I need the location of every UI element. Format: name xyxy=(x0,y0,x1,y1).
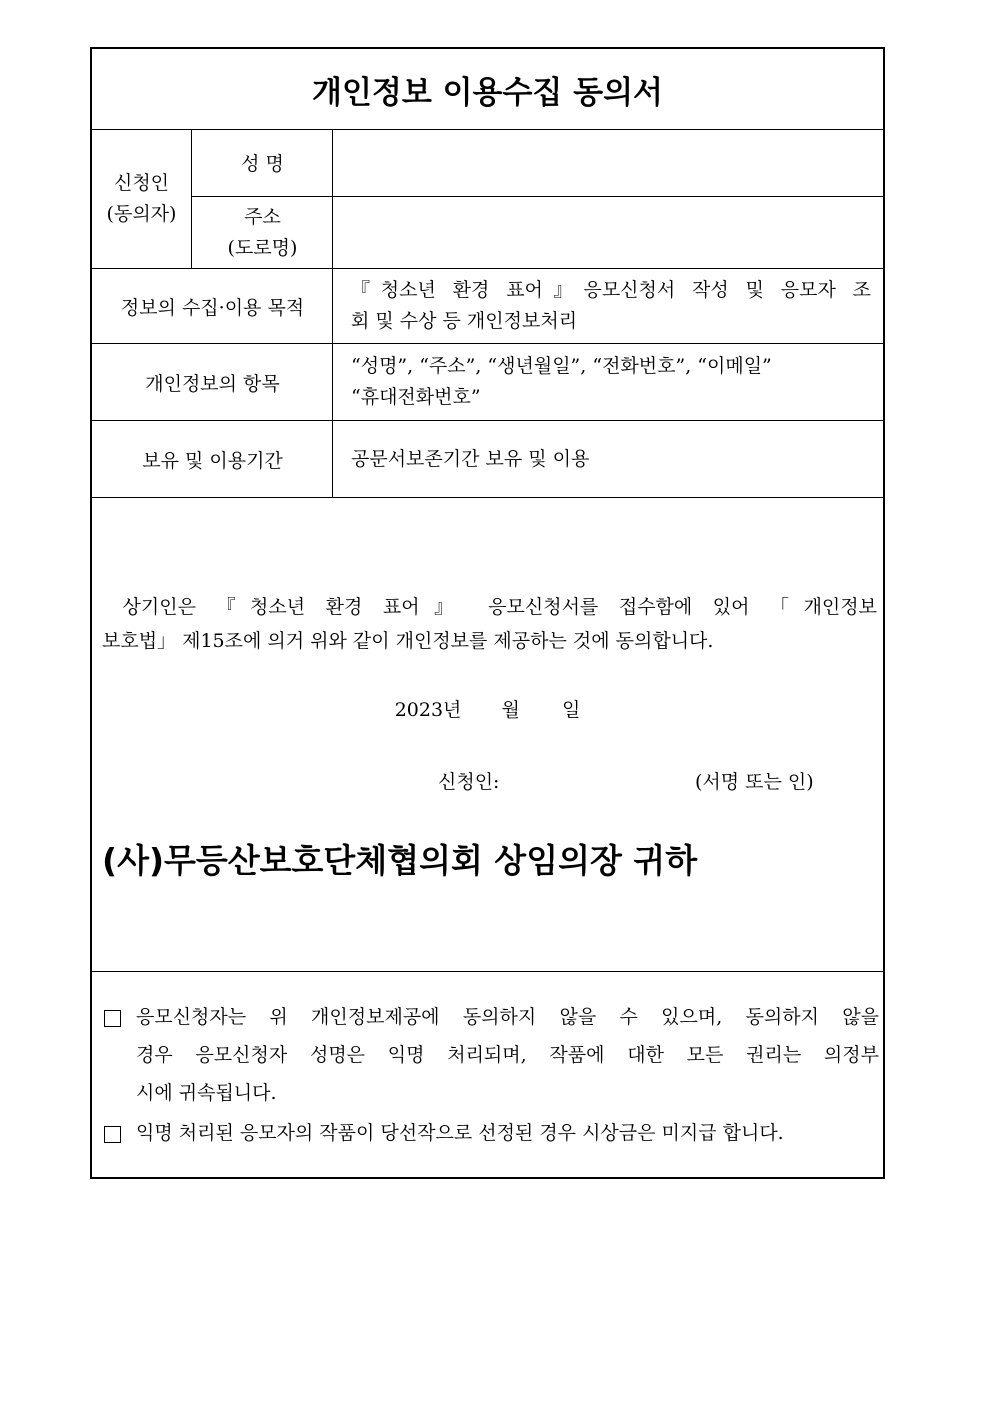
date-line xyxy=(92,695,883,722)
form-title: 개인정보 이용수집 동의서 xyxy=(92,49,883,130)
note-1-text xyxy=(136,998,879,1112)
applicant-label-line-2: (동의자) xyxy=(106,202,177,225)
checkbox-icon[interactable] xyxy=(104,1010,121,1027)
purpose-line-2: 회 및 수상 등 개인정보처리 xyxy=(351,310,578,332)
notes-section xyxy=(92,971,883,1144)
retention-value-text: 공문서보존기간 보유 및 이용 xyxy=(351,447,590,470)
consent-line-2: 보호법」 제15조에 의거 위와 같이 개인정보를 제공하는 것에 동의합니다. xyxy=(102,630,714,652)
checkbox-icon[interactable] xyxy=(104,1126,121,1143)
address-label xyxy=(191,197,333,269)
date-year: 2023년 xyxy=(394,699,462,721)
date-day: 일 xyxy=(561,699,581,721)
signature-note: (서명 또는 인) xyxy=(695,771,814,793)
retention-label xyxy=(92,421,333,498)
items-label xyxy=(92,344,333,421)
items-line-1: “성명”, “주소”, “생년월일”, “전화번호”, “이메일” xyxy=(351,355,772,377)
name-field[interactable] xyxy=(332,129,885,197)
date-month: 월 xyxy=(501,699,520,721)
note-1-line-3: 시에 귀속됩니다. xyxy=(136,1082,277,1104)
consent-line-1: 상기인은 『청소년 환경 표어』 응모신청서를 접수함에 있어 「개인정보 xyxy=(102,596,877,618)
purpose-value xyxy=(332,269,885,344)
name-label xyxy=(191,129,333,197)
retention-label-text: 보유 및 이용기간 xyxy=(142,449,283,472)
note-1-line-1: 응모신청자는 위 개인정보제공에 동의하지 않을 수 있으며, 동의하지 않을 xyxy=(136,1006,879,1028)
applicant-label-line-1: 신청인 xyxy=(113,171,170,194)
address-field[interactable] xyxy=(332,197,885,269)
items-line-2: “휴대전화번호” xyxy=(351,386,481,408)
purpose-label xyxy=(92,269,333,344)
items-value xyxy=(332,344,885,421)
address-label-line-1: 주소 xyxy=(244,205,281,228)
items-label-text: 개인정보의 항목 xyxy=(145,372,280,395)
signer-label: 신청인: xyxy=(438,771,500,793)
address-label-line-2: (도로명) xyxy=(227,236,298,259)
applicant-label xyxy=(92,129,191,269)
consent-form xyxy=(90,47,885,1179)
purpose-line-1: 『청소년 환경 표어』응모신청서 작성 및 응모자 조 xyxy=(351,279,871,301)
recipient: (사)무등산보호단체협의회 상임의장 귀하 xyxy=(102,841,698,880)
purpose-label-text: 정보의 수집·이용 목적 xyxy=(120,296,305,319)
note-2-text xyxy=(136,1114,879,1152)
note-2-line-1: 익명 처리된 응모자의 작품이 당선작으로 선정된 경우 시상금은 미지급 합니다. xyxy=(136,1122,784,1144)
name-label-text: 성 명 xyxy=(241,153,284,175)
note-1-line-2: 경우 응모신청자 성명은 익명 처리되며, 작품에 대한 모든 권리는 의정부 xyxy=(136,1044,879,1066)
retention-value xyxy=(332,421,885,498)
